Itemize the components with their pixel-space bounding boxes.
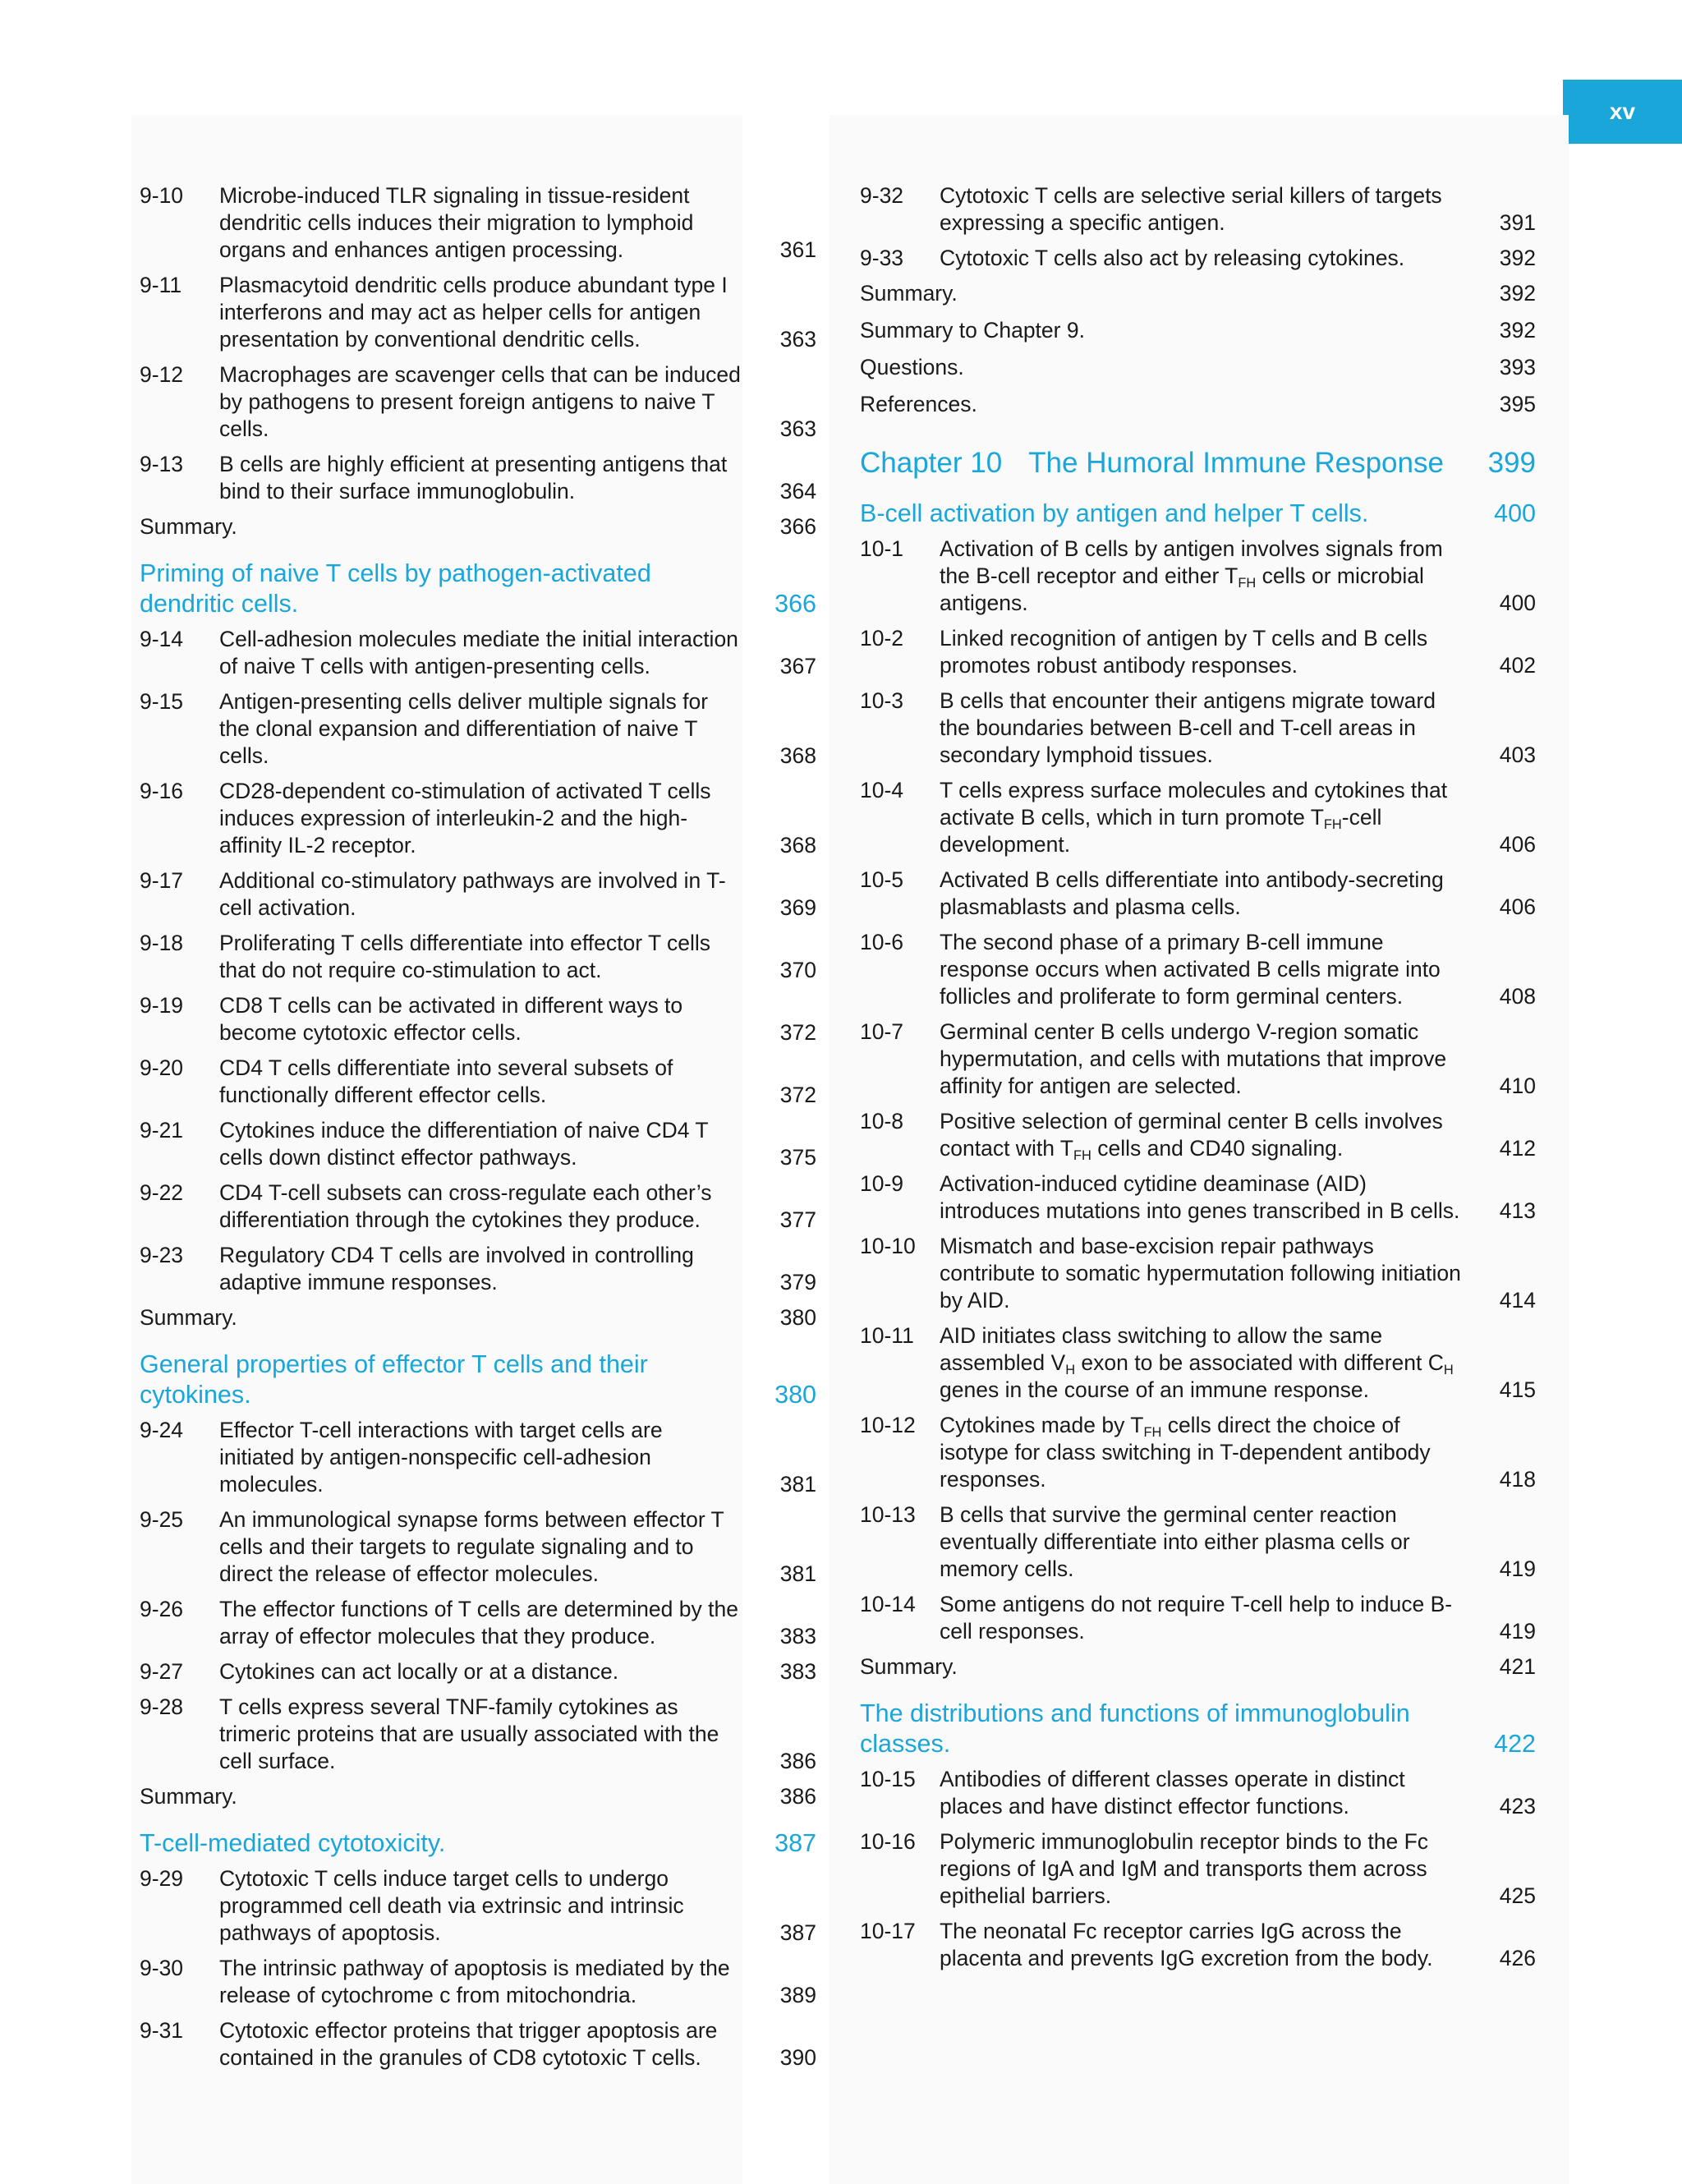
entry-number: 10-15: [860, 1767, 916, 1791]
entry-title: Cytokines can act locally or at a distance.: [219, 1659, 619, 1684]
entry-title-part: Activation of B cells by antigen involves signals from the B-cell receptor and either T: [940, 536, 1443, 588]
page-number: 410: [1499, 1074, 1536, 1098]
toc-entry: [140, 1179, 816, 1234]
entry-title: The effector functions of T cells are determined by the array of effector molecules that they produce.: [219, 1597, 738, 1648]
subscript: FH: [1143, 1424, 1162, 1440]
entry-title: Germinal center B cells undergo V-region somatic hypermutation, and cells with mutations that improve affinity for antigen are selected.: [940, 1019, 1447, 1098]
entry-title: [940, 1108, 1462, 1162]
section-heading: [860, 1699, 1536, 1759]
section-heading: [860, 499, 1536, 529]
page-number: 370: [779, 958, 816, 982]
page-number: 422: [1494, 1730, 1536, 1758]
section-title: The distributions and functions of immunoglobulin classes.: [860, 1699, 1410, 1758]
toc-entry: [140, 272, 816, 353]
page-number: 364: [779, 479, 816, 503]
entry-title: [940, 777, 1462, 858]
page-number: 383: [779, 1659, 816, 1684]
toc-entry: [860, 777, 1536, 858]
page-number: 379: [779, 1270, 816, 1294]
entry-number: 9-12: [140, 362, 184, 387]
page-number: 403: [1499, 743, 1536, 767]
page-number: 363: [779, 416, 816, 441]
entry-title: Regulatory CD4 T cells are involved in controlling adaptive immune responses.: [219, 1243, 694, 1294]
page-number: 372: [779, 1083, 816, 1107]
toc-entry: [860, 687, 1536, 769]
page-number: 395: [1499, 392, 1536, 416]
entry-title: The neonatal Fc receptor carries IgG across the placenta and prevents IgG excretion from the body.: [940, 1919, 1433, 1970]
page-number: 375: [779, 1145, 816, 1170]
toc-left-column: [140, 182, 816, 2080]
entry-number: 9-20: [140, 1055, 184, 1080]
entry-number: 10-2: [860, 626, 904, 651]
subscript: FH: [1323, 816, 1342, 832]
entry-title: Mismatch and base-excision repair pathways contribute to somatic hypermutation following initiation by AID.: [940, 1234, 1461, 1313]
toc-entry: [140, 1694, 816, 1775]
page-number: 381: [779, 1472, 816, 1497]
entry-number: 10-4: [860, 778, 904, 802]
page-number: 363: [779, 327, 816, 352]
entry-title: Summary.: [140, 514, 237, 539]
toc-entry: [140, 930, 816, 984]
entry-number: 9-10: [140, 183, 184, 208]
entry-number: 9-25: [140, 1507, 184, 1532]
toc-entry: [860, 1828, 1536, 1910]
entry-number: 9-11: [140, 273, 182, 297]
toc-entry: [860, 1918, 1536, 1972]
entry-title: Questions.: [860, 355, 964, 379]
page-number: 380: [774, 1381, 816, 1409]
page-number: 392: [1499, 246, 1536, 270]
page-number-tab: xv: [1563, 80, 1682, 144]
entry-title-part: AID initiates class switching to allow the same assembled V: [940, 1323, 1383, 1375]
toc-plain-entry: [140, 513, 816, 540]
entry-title-part: Cytokines made by T: [940, 1413, 1144, 1437]
entry-title: [940, 1322, 1462, 1404]
entry-title-part: Positive selection of germinal center B cells involves contact with T: [940, 1109, 1443, 1161]
entry-title: T cells express several TNF-family cytokines as trimeric proteins that are usually associated with the cell surface.: [219, 1694, 719, 1773]
entry-title: Activated B cells differentiate into antibody-secreting plasmablasts and plasma cells.: [940, 867, 1444, 919]
entry-number: 9-19: [140, 993, 184, 1018]
toc-entry: [860, 1591, 1536, 1645]
section-heading: [140, 1349, 816, 1410]
section-title: Priming of naive T cells by pathogen-activated dendritic cells.: [140, 559, 651, 618]
entry-number: 10-6: [860, 930, 904, 954]
entry-title: Some antigens do not require T-cell help to induce B-cell responses.: [940, 1592, 1453, 1644]
toc-entry: [860, 929, 1536, 1010]
entry-number: 9-30: [140, 1956, 184, 1980]
entry-number: 9-32: [860, 183, 904, 208]
entry-number: 9-24: [140, 1418, 184, 1442]
page-number: 366: [774, 590, 816, 618]
page-number: 381: [779, 1561, 816, 1586]
toc-entry: [140, 1055, 816, 1109]
section-title: General properties of effector T cells and their cytokines.: [140, 1350, 648, 1409]
toc-entry: [140, 867, 816, 922]
page-number: 380: [779, 1305, 816, 1330]
page-number: 421: [1499, 1654, 1536, 1679]
toc-right-column: [860, 182, 1536, 1980]
entry-number: 9-26: [140, 1597, 184, 1621]
toc-plain-entry: [860, 1653, 1536, 1681]
page-number: 399: [1487, 447, 1536, 479]
page-number: 418: [1499, 1467, 1536, 1492]
entry-number: 10-11: [860, 1323, 914, 1348]
toc-entry: [860, 182, 1536, 237]
page-number: 369: [779, 895, 816, 920]
entry-number: 10-1: [860, 536, 904, 561]
page-number: 402: [1499, 653, 1536, 678]
entry-number: 10-3: [860, 688, 904, 713]
entry-title: [940, 1412, 1462, 1493]
entry-title: Cytotoxic T cells are selective serial killers of targets expressing a specific antigen.: [940, 183, 1442, 235]
entry-number: 9-14: [140, 627, 184, 651]
entry-title: An immunological synapse forms between effector T cells and their targets to regulate signaling and to direct the release of effector molecules.: [219, 1507, 724, 1586]
entry-title: CD4 T-cell subsets can cross-regulate each other’s differentiation through the cytokines they produce.: [219, 1180, 712, 1232]
toc-entry: [140, 688, 816, 770]
toc-entry: [860, 867, 1536, 921]
toc-entry: [140, 1596, 816, 1650]
page-number: 366: [779, 514, 816, 539]
entry-title: Proliferating T cells differentiate into effector T cells that do not require co-stimulation to act.: [219, 931, 711, 982]
page-number: 423: [1499, 1794, 1536, 1818]
page-number: 419: [1499, 1619, 1536, 1644]
subscript: H: [1443, 1362, 1454, 1377]
entry-number: 9-29: [140, 1866, 184, 1891]
section-title: T-cell-mediated cytotoxicity.: [140, 1829, 446, 1857]
entry-number: 9-17: [140, 868, 184, 893]
page-number: 406: [1499, 894, 1536, 919]
page-number: 386: [779, 1784, 816, 1809]
page-number: 426: [1499, 1946, 1536, 1970]
toc-entry: [860, 536, 1536, 617]
entry-number: 9-21: [140, 1118, 184, 1143]
section-title: B-cell activation by antigen and helper T cells.: [860, 499, 1369, 527]
toc-entry: [860, 245, 1536, 272]
toc-plain-entry: [860, 280, 1536, 307]
chapter-title: The Humoral Immune Response: [1028, 447, 1444, 479]
toc-plain-entry: [140, 1304, 816, 1331]
toc-entry: [140, 1417, 816, 1498]
toc-entry: [140, 361, 816, 443]
toc-entry: [860, 1412, 1536, 1493]
entry-title: Macrophages are scavenger cells that can be induced by pathogens to present foreign antigens to naive T cells.: [219, 362, 741, 441]
toc-entry: [860, 1233, 1536, 1314]
entry-title: B cells are highly efficient at presenting antigens that bind to their surface immunoglobulin.: [219, 452, 728, 503]
entry-title: Antigen-presenting cells deliver multiple signals for the clonal expansion and differentiation of naive T cells.: [219, 689, 709, 768]
entry-title-part: cells direct the choice of isotype for class switching in T-dependent antibody responses.: [940, 1413, 1431, 1492]
chapter-heading: [860, 446, 1536, 480]
entry-title: Summary.: [860, 281, 958, 306]
entry-number: 10-16: [860, 1829, 916, 1854]
page-number: 372: [779, 1020, 816, 1045]
page-number: 414: [1499, 1288, 1536, 1313]
page-number: 406: [1499, 832, 1536, 857]
toc-entry: [140, 1117, 816, 1171]
entry-title: Cytotoxic T cells induce target cells to undergo programmed cell death via extrinsic and intrinsic pathways of apoptosis.: [219, 1866, 684, 1945]
entry-title-part: -cell development.: [940, 805, 1382, 857]
page-number: 400: [1499, 591, 1536, 615]
toc-plain-entry: [860, 317, 1536, 344]
entry-number: 10-12: [860, 1413, 916, 1437]
entry-title: Plasmacytoid dendritic cells produce abundant type I interferons and may act as helper cells for antigen presentation by conventional dendritic cells.: [219, 273, 728, 352]
entry-title: Cell-adhesion molecules mediate the initial interaction of naive T cells with antigen-presenting cells.: [219, 627, 738, 678]
entry-title: Effector T-cell interactions with target cells are initiated by antigen-nonspecific cell-adhesion molecules.: [219, 1418, 663, 1497]
entry-title: CD28-dependent co-stimulation of activated T cells induces expression of interleukin-2 and the high-affinity IL-2 receptor.: [219, 779, 711, 858]
entry-number: 10-8: [860, 1109, 904, 1133]
entry-title: Polymeric immunoglobulin receptor binds to the Fc regions of IgA and IgM and transports them across epithelial barriers.: [940, 1829, 1429, 1908]
entry-number: 10-14: [860, 1592, 916, 1616]
toc-entry: [140, 451, 816, 505]
entry-title: Summary.: [860, 1654, 958, 1679]
entry-title: B cells that encounter their antigens migrate toward the boundaries between B-cell and T-cell areas in secondary lymphoid tissues.: [940, 688, 1436, 767]
toc-entry: [140, 1865, 816, 1947]
entry-title: Activation-induced cytidine deaminase (AID) introduces mutations into genes transcribed in B cells.: [940, 1171, 1460, 1223]
subscript: H: [1065, 1362, 1076, 1377]
toc-entry: [860, 1322, 1536, 1404]
entry-title: Summary.: [140, 1305, 237, 1330]
page-number: 387: [779, 1920, 816, 1945]
entry-title-part: cells and CD40 signaling.: [1091, 1136, 1344, 1161]
page-number: 383: [779, 1624, 816, 1648]
entry-title: Linked recognition of antigen by T cells and B cells promotes robust antibody responses.: [940, 626, 1428, 678]
toc-entry: [860, 1018, 1536, 1100]
page-number: 361: [779, 237, 816, 262]
entry-title-part: exon to be associated with different C: [1075, 1350, 1444, 1375]
entry-number: 9-13: [140, 452, 184, 476]
entry-title: The second phase of a primary B-cell immune response occurs when activated B cells migrate into follicles and proliferate to form germinal centers.: [940, 930, 1441, 1009]
entry-number: 10-13: [860, 1502, 916, 1527]
entry-number: 9-23: [140, 1243, 184, 1267]
entry-number: 10-9: [860, 1171, 904, 1196]
toc-entry: [140, 1242, 816, 1296]
section-heading: [140, 559, 816, 619]
entry-title: [940, 536, 1462, 617]
entry-number: 10-5: [860, 867, 904, 892]
entry-title: CD8 T cells can be activated in different ways to become cytotoxic effector cells.: [219, 993, 683, 1045]
toc-entry: [140, 182, 816, 264]
page-number: 415: [1499, 1377, 1536, 1402]
entry-title: CD4 T cells differentiate into several subsets of functionally different effector cells.: [219, 1055, 673, 1107]
toc-plain-entry: [860, 391, 1536, 418]
page-number: 377: [779, 1207, 816, 1232]
chapter-label: Chapter 10: [860, 447, 1003, 479]
toc-entry: [860, 625, 1536, 679]
page-number: 419: [1499, 1556, 1536, 1581]
page-number: 368: [779, 833, 816, 858]
page-number: 390: [779, 2045, 816, 2070]
entry-title: Cytotoxic effector proteins that trigger apoptosis are contained in the granules of CD8 cytotoxic T cells.: [219, 2018, 718, 2070]
entry-title-part: T cells express surface molecules and cytokines that activate B cells, which in turn promote T: [940, 778, 1448, 830]
toc-entry: [140, 2017, 816, 2071]
entry-number: 10-7: [860, 1019, 904, 1044]
page-number: 408: [1499, 984, 1536, 1009]
toc-entry: [140, 778, 816, 859]
toc-entry: [140, 992, 816, 1046]
entry-number: 10-10: [860, 1234, 916, 1258]
page-number: 425: [1499, 1883, 1536, 1908]
page-number: 386: [779, 1749, 816, 1773]
entry-title: References.: [860, 392, 977, 416]
page-number: 389: [779, 1983, 816, 2007]
subscript: FH: [1073, 1147, 1091, 1163]
page-number: 387: [774, 1829, 816, 1857]
page-number: 391: [1499, 210, 1536, 235]
page-number: 368: [779, 743, 816, 768]
section-heading: [140, 1828, 816, 1859]
toc-entry: [140, 1658, 816, 1685]
toc-entry: [140, 1955, 816, 2009]
page-number: 413: [1499, 1198, 1536, 1223]
entry-title: The intrinsic pathway of apoptosis is mediated by the release of cytochrome c from mitochondria.: [219, 1956, 730, 2007]
entry-title: Microbe-induced TLR signaling in tissue-resident dendritic cells induces their migration to lymphoid organs and enhances antigen processing.: [219, 183, 694, 262]
toc-entry: [860, 1501, 1536, 1583]
page-number: 392: [1499, 318, 1536, 343]
toc-entry: [140, 1506, 816, 1588]
entry-title: Additional co-stimulatory pathways are involved in T-cell activation.: [219, 868, 726, 920]
entry-number: 9-31: [140, 2018, 184, 2043]
entry-title-part: cells or microbial antigens.: [940, 563, 1424, 615]
page-number: 367: [779, 654, 816, 678]
entry-number: 9-33: [860, 246, 904, 270]
entry-title: Cytokines induce the differentiation of naive CD4 T cells down distinct effector pathways.: [219, 1118, 709, 1170]
entry-title: Cytotoxic T cells also act by releasing cytokines.: [940, 246, 1405, 270]
entry-number: 9-27: [140, 1659, 184, 1684]
toc-entry: [860, 1108, 1536, 1162]
toc-entry: [860, 1170, 1536, 1225]
toc-entry: [140, 626, 816, 680]
page-number: 393: [1499, 355, 1536, 379]
toc-plain-entry: [860, 354, 1536, 381]
toc-plain-entry: [140, 1783, 816, 1810]
entry-number: 9-18: [140, 931, 184, 955]
page-number: 392: [1499, 281, 1536, 306]
page-number: 400: [1494, 499, 1536, 527]
page-number: 412: [1499, 1136, 1536, 1161]
entry-title-part: genes in the course of an immune response.: [940, 1377, 1369, 1402]
toc-entry: [860, 1766, 1536, 1820]
entry-title: Antibodies of different classes operate in distinct places and have distinct effector functions.: [940, 1767, 1405, 1818]
entry-number: 9-28: [140, 1694, 184, 1719]
entry-title: Summary.: [140, 1784, 237, 1809]
entry-title: Summary to Chapter 9.: [860, 318, 1085, 343]
subscript: FH: [1238, 575, 1257, 591]
entry-number: 9-22: [140, 1180, 184, 1205]
entry-number: 9-16: [140, 779, 184, 803]
entry-number: 9-15: [140, 689, 184, 714]
entry-number: 10-17: [860, 1919, 916, 1943]
entry-title: B cells that survive the germinal center reaction eventually differentiate into either plasma cells or memory cells.: [940, 1502, 1410, 1581]
